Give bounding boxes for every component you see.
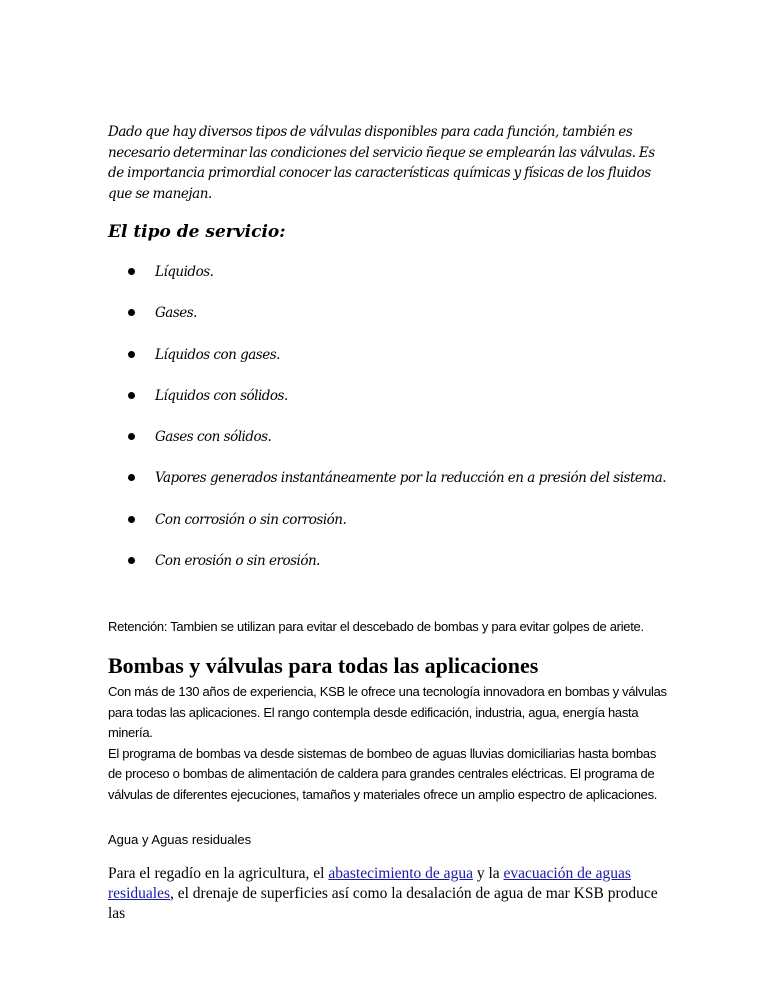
ksb-paragraph-1: Con más de 130 años de experiencia, KSB le ofrece una tecnología innovadora en bombas y válvulas para todas las aplicaciones. El rango contempla desde edificación, industria, agua, energía hasta minería. <box>108 684 667 740</box>
list-item <box>108 386 668 427</box>
bullet-icon <box>128 474 135 481</box>
list-item <box>108 510 668 551</box>
list-item-label: Líquidos con sólidos. <box>155 387 288 404</box>
list-item <box>108 345 668 386</box>
intro-paragraph: Dado que hay diversos tipos de válvulas disponibles para cada función, también es necesario determinar las condiciones del servicio ñeque se emplearán las válvulas. Es de importancia primordial conocer las características químicas y físicas de los fluidos que se manejan. <box>108 124 655 202</box>
list-item <box>108 551 668 592</box>
list-item <box>108 468 668 509</box>
bullet-icon <box>128 557 135 564</box>
list-item-label: Con erosión o sin erosión. <box>155 553 320 570</box>
list-item-label: Líquidos. <box>155 264 214 280</box>
bullet-icon <box>128 516 135 523</box>
bullet-icon <box>128 433 135 440</box>
bullet-icon <box>128 392 135 399</box>
list-item-label: Vapores generados instantáneamente por la reducción en a presión del sistema. <box>155 470 667 487</box>
bullet-icon <box>128 268 135 275</box>
list-item <box>108 262 668 303</box>
list-item-label: Gases con sólidos. <box>155 429 272 446</box>
evacuacion-link[interactable]: evacuación de aguas residuales <box>108 865 631 902</box>
list-item-label: Con corrosión o sin corrosión. <box>155 511 347 528</box>
regadio-text-2: y la <box>472 865 504 882</box>
ksb-heading: Bombas y válvulas para todas las aplicaciones <box>108 653 539 678</box>
retencion-paragraph: Retención: Tambien se utilizan para evitar el descebado de bombas y para evitar golpes de ariete. <box>108 619 644 634</box>
list-item <box>108 303 668 344</box>
regadio-paragraph <box>108 864 668 924</box>
service-type-title: El tipo de servicio: <box>108 222 286 242</box>
abastecimiento-link[interactable]: abastecimiento de agua <box>328 865 473 882</box>
ksb-paragraph-2: El programa de bombas va desde sistemas de bombeo de aguas lluvias domiciliarias hasta bombas de proceso o bombas de alimentación de caldera para grandes centrales eléctricas. El programa de válvulas de diferentes ejecuciones, tamaños y materiales ofrece un amplio espectro de aplicaciones. <box>108 745 658 802</box>
bullet-icon <box>128 309 135 316</box>
regadio-text-1: Para el regadío en la agricultura, el <box>108 865 329 882</box>
document-page <box>108 0 668 994</box>
regadio-text-3: , el drenaje de superficies así como la desalación de agua de mar KSB produce las <box>108 885 658 922</box>
list-item-label: Líquidos con gases. <box>155 346 280 363</box>
bullet-icon <box>128 351 135 358</box>
agua-heading: Agua y Aguas residuales <box>108 832 252 847</box>
service-type-list <box>108 262 668 592</box>
list-item-label: Gases. <box>155 305 197 322</box>
ksb-description <box>108 682 668 805</box>
list-item <box>108 427 668 468</box>
